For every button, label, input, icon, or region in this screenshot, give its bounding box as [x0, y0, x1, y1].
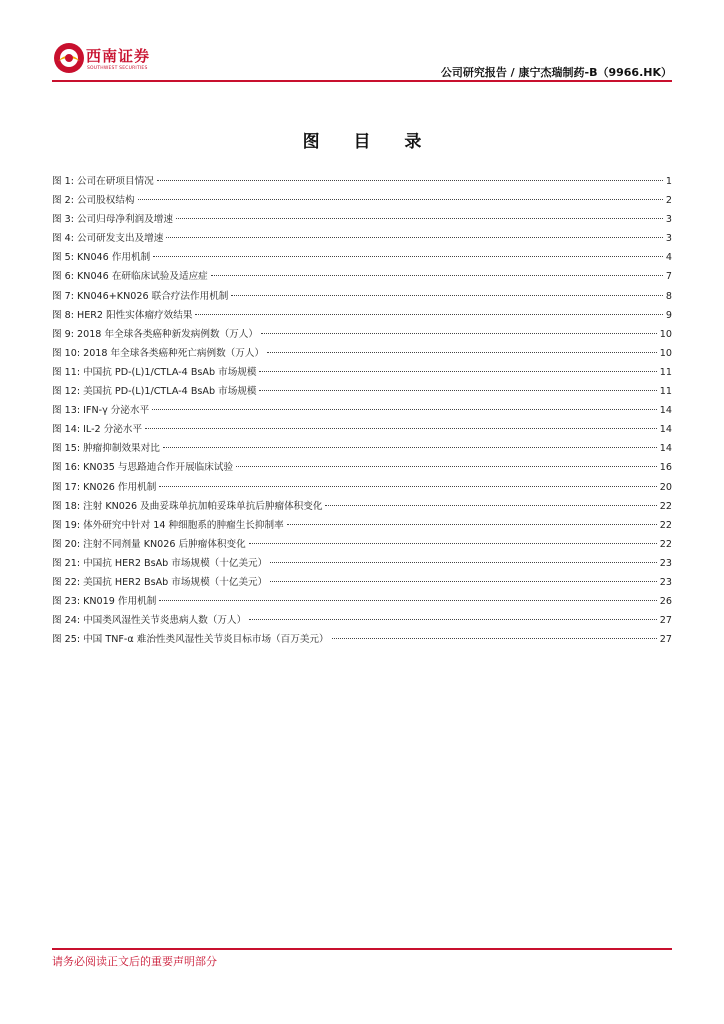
toc-page-number: 22: [659, 538, 672, 550]
toc-entry[interactable]: [52, 516, 672, 535]
toc-entry[interactable]: [52, 287, 672, 306]
toc-entry[interactable]: [52, 382, 672, 401]
toc-figure-title: 中国抗 HER2 BsAb 市场规模（十亿美元）: [83, 557, 268, 569]
toc-dot-leader: [152, 409, 657, 410]
toc-figure-number: 图 21:: [52, 557, 81, 569]
toc-entry[interactable]: [52, 420, 672, 439]
toc-figure-title: 体外研究中针对 14 种细胞系的肿瘤生长抑制率: [83, 519, 284, 531]
toc-dot-leader: [163, 447, 657, 448]
toc-entry[interactable]: [52, 611, 672, 630]
toc-page-number: 23: [659, 576, 672, 588]
toc-entry[interactable]: [52, 267, 672, 286]
toc-dot-leader: [249, 543, 657, 544]
toc-figure-title: IFN-γ 分泌水平: [83, 405, 150, 417]
toc-figure-title: 中国抗 PD-(L)1/CTLA-4 BsAb 市场规模: [83, 366, 257, 378]
toc-page-number: 23: [659, 557, 672, 569]
toc-dot-leader: [159, 600, 656, 601]
toc-page-number: 11: [659, 386, 672, 398]
report-header-title: 公司研究报告 / 康宁杰瑞制药-B（9966.HK）: [440, 66, 672, 79]
toc-dot-leader: [231, 295, 663, 296]
page-title: 图 目 录: [302, 132, 436, 152]
toc-dot-leader: [259, 371, 656, 372]
toc-entry[interactable]: [52, 172, 672, 191]
toc-figure-number: 图 8:: [52, 309, 74, 321]
toc-entry[interactable]: [52, 325, 672, 344]
toc-entry[interactable]: [52, 191, 672, 210]
toc-entry[interactable]: [52, 229, 672, 248]
toc-page-number: 7: [665, 271, 672, 283]
toc-dot-leader: [270, 581, 657, 582]
toc-figure-title: 美国抗 HER2 BsAb 市场规模（十亿美元）: [83, 576, 268, 588]
toc-dot-leader: [287, 524, 657, 525]
toc-figure-number: 图 18:: [52, 500, 81, 512]
toc-page-number: 16: [659, 462, 672, 474]
toc-figure-title: HER2 阳性实体瘤疗效结果: [76, 309, 193, 321]
toc-figure-title: KN046+KN026 联合疗法作用机制: [76, 290, 229, 302]
toc-entry[interactable]: [52, 458, 672, 477]
toc-dot-leader: [166, 237, 663, 238]
toc-figure-number: 图 9:: [52, 328, 74, 340]
toc-figure-title: 公司研发支出及增速: [76, 233, 164, 245]
toc-page-number: 1: [665, 176, 672, 187]
toc-dot-leader: [138, 199, 663, 200]
toc-figure-title: KN046 在研临床试验及适应症: [76, 271, 208, 283]
toc-page-number: 26: [659, 596, 672, 608]
toc-figure-title: 2018 年全球各类癌种新发病例数（万人）: [76, 328, 258, 340]
toc-dot-leader: [261, 333, 657, 334]
toc-page-number: 4: [665, 252, 672, 264]
toc-figure-number: 图 12:: [52, 386, 81, 398]
toc-page-number: 14: [659, 443, 672, 455]
figure-table-of-contents: [52, 172, 672, 649]
toc-entry[interactable]: [52, 554, 672, 573]
toc-page-number: 22: [659, 500, 672, 512]
toc-page-number: 27: [659, 615, 672, 627]
toc-figure-title: 公司归母净利润及增速: [76, 214, 173, 226]
toc-figure-title: 公司股权结构: [76, 195, 135, 207]
toc-page-number: 14: [659, 405, 672, 417]
toc-figure-title: 注射不同剂量 KN026 后肿瘤体积变化: [83, 538, 246, 550]
toc-entry[interactable]: [52, 535, 672, 554]
toc-page-number: 9: [665, 309, 672, 321]
toc-figure-title: 公司在研项目情况: [76, 176, 154, 187]
toc-figure-title: 中国 TNF-α 难治性类风湿性关节炎目标市场（百万美元）: [83, 634, 329, 646]
toc-entry[interactable]: [52, 439, 672, 458]
toc-figure-number: 图 11:: [52, 366, 81, 378]
toc-figure-number: 图 20:: [52, 538, 81, 550]
toc-page-number: 11: [659, 366, 672, 378]
toc-dot-leader: [259, 390, 656, 391]
toc-dot-leader: [325, 505, 656, 506]
toc-entry[interactable]: [52, 344, 672, 363]
toc-figure-number: 图 6:: [52, 271, 74, 283]
company-logo: [52, 41, 172, 75]
toc-figure-number: 图 5:: [52, 252, 74, 264]
toc-figure-number: 图 1:: [52, 176, 74, 187]
toc-page-number: 14: [659, 424, 672, 436]
toc-figure-number: 图 10:: [52, 347, 81, 359]
toc-figure-number: 图 7:: [52, 290, 74, 302]
toc-figure-number: 图 4:: [52, 233, 74, 245]
toc-figure-number: 图 24:: [52, 615, 81, 627]
toc-figure-number: 图 13:: [52, 405, 81, 417]
toc-page-number: 8: [665, 290, 672, 302]
toc-entry[interactable]: [52, 630, 672, 649]
toc-figure-number: 图 14:: [52, 424, 81, 436]
toc-dot-leader: [249, 619, 657, 620]
toc-figure-title: 注射 KN026 及曲妥珠单抗加帕妥珠单抗后肿瘤体积变化: [83, 500, 323, 512]
toc-entry[interactable]: [52, 401, 672, 420]
toc-figure-title: KN046 作用机制: [76, 252, 151, 264]
toc-page-number: 27: [659, 634, 672, 646]
toc-figure-title: KN026 作用机制: [83, 481, 157, 493]
toc-figure-title: KN035 与思路迪合作开展临床试验: [83, 462, 234, 474]
toc-dot-leader: [270, 562, 657, 563]
toc-dot-leader: [211, 275, 663, 276]
toc-entry[interactable]: [52, 363, 672, 382]
footer-disclaimer: 请务必阅读正文后的重要声明部分: [52, 955, 217, 968]
toc-figure-title: 肿瘤抑制效果对比: [83, 443, 160, 455]
toc-page-number: 3: [665, 214, 672, 226]
toc-entry[interactable]: [52, 478, 672, 497]
toc-figure-number: 图 2:: [52, 195, 74, 207]
toc-page-number: 10: [659, 328, 672, 340]
toc-figure-title: IL-2 分泌水平: [83, 424, 143, 436]
toc-dot-leader: [176, 218, 663, 219]
toc-figure-title: 2018 年全球各类癌种死亡病例数（万人）: [83, 347, 265, 359]
toc-entry[interactable]: [52, 248, 672, 267]
toc-page-number: 2: [665, 195, 672, 207]
toc-page-number: 10: [659, 347, 672, 359]
toc-figure-title: 中国类风湿性关节炎患病人数（万人）: [83, 615, 247, 627]
toc-dot-leader: [236, 466, 657, 467]
toc-dot-leader: [157, 180, 663, 181]
toc-entry[interactable]: [52, 497, 672, 516]
toc-figure-title: KN019 作用机制: [83, 596, 157, 608]
footer-divider: [52, 948, 672, 950]
toc-page-number: 3: [665, 233, 672, 245]
toc-dot-leader: [159, 486, 656, 487]
toc-figure-number: 图 16:: [52, 462, 81, 474]
toc-figure-number: 图 15:: [52, 443, 81, 455]
toc-entry[interactable]: [52, 306, 672, 325]
toc-dot-leader: [267, 352, 657, 353]
toc-entry[interactable]: [52, 210, 672, 229]
toc-entry[interactable]: [52, 573, 672, 592]
header-divider: [52, 80, 672, 82]
toc-figure-number: 图 3:: [52, 214, 74, 226]
toc-figure-number: 图 17:: [52, 481, 81, 493]
toc-dot-leader: [195, 314, 662, 315]
toc-page-number: 20: [659, 481, 672, 493]
toc-figure-number: 图 19:: [52, 519, 81, 531]
toc-figure-number: 图 23:: [52, 596, 81, 608]
toc-figure-title: 美国抗 PD-(L)1/CTLA-4 BsAb 市场规模: [83, 386, 257, 398]
toc-entry[interactable]: [52, 592, 672, 611]
toc-page-number: 22: [659, 519, 672, 531]
logo-emblem-icon: [52, 41, 86, 75]
logo-chinese-name: 西南证券: [86, 47, 151, 65]
toc-figure-number: 图 22:: [52, 576, 81, 588]
toc-dot-leader: [332, 638, 657, 639]
toc-dot-leader: [145, 428, 657, 429]
toc-figure-number: 图 25:: [52, 634, 81, 646]
toc-dot-leader: [153, 256, 663, 257]
logo-english-name: SOUTHWEST SECURITIES: [87, 66, 148, 71]
